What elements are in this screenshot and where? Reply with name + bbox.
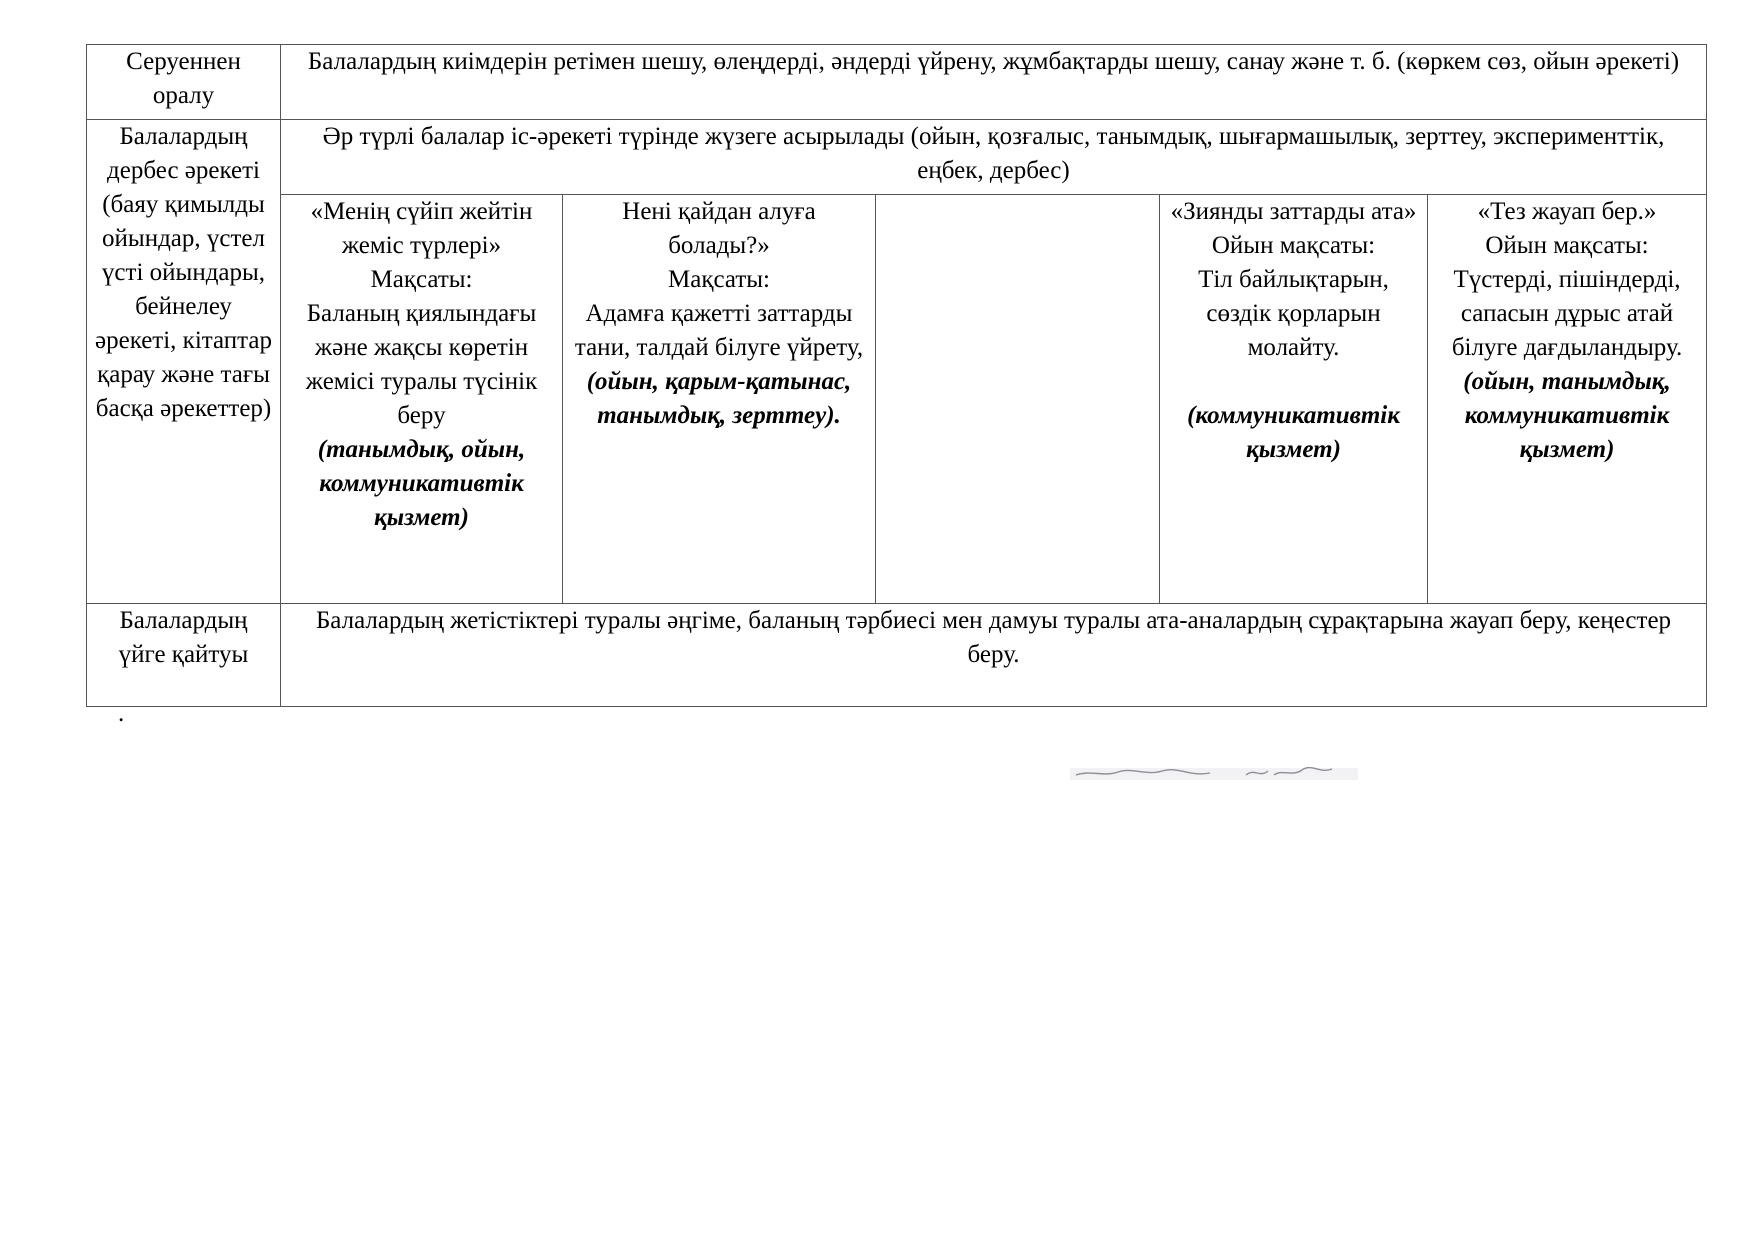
row-return-from-walk	[87, 45, 1707, 120]
return-from-walk-text: Балалардың киімдерін ретімен шешу, өлеңдерді, әндерді үйрену, жұмбақтарды шешу, санау және т. б. (көркем сөз, ойын әрекеті)	[281, 45, 1707, 120]
game-goal: Баланың қиялындағы және жақсы көретін жемісі туралы түсінік беру	[305, 300, 538, 429]
game-goal-label: Мақсаты:	[370, 266, 473, 293]
game-title: «Тез жауап бер.»	[1477, 198, 1657, 225]
footnote-mark: .	[118, 700, 125, 727]
going-home-label: Балалардың үйге қайтуы	[87, 604, 281, 707]
handwritten-signature	[1070, 762, 1358, 782]
blank-line	[1166, 365, 1421, 399]
independent-activity-label: Балалардың дербес әрекеті (баяу қимылды ойындар, үстел үсті ойындары, бейнелеу әрекеті, кітаптар қарау және тағы басқа әрекеттер)	[87, 120, 281, 604]
game-goal-label: Ойын мақсаты:	[1485, 232, 1649, 259]
game-activity: (танымдық, ойын, коммуникативтік қызмет)	[317, 436, 526, 531]
game-cell-5	[1428, 195, 1707, 604]
return-from-walk-label: Серуеннен оралу	[87, 45, 281, 120]
game-title: «Зиянды заттарды ата»	[1170, 198, 1417, 225]
game-title: «Менің сүйіп жейтін жеміс түрлері»	[310, 198, 533, 259]
independent-activity-summary: Әр түрлі балалар іс-әрекеті түрінде жүзеге асырылады (ойын, қозғалыс, танымдық, шығармашылық, зерттеу, эксперименттік, еңбек, дербес)	[281, 120, 1707, 195]
game-goal: Түстерді, пішіндерді, сапасын дұрыс атай білуге дағдыландыру.	[1451, 266, 1683, 361]
game-cell-2	[563, 195, 876, 604]
game-goal: Тіл байлықтарын, сөздік қорларын молайту.	[1198, 266, 1389, 361]
game-activity: (коммуникативтік қызмет)	[1187, 402, 1400, 463]
game-goal-label: Мақсаты:	[668, 266, 770, 293]
game-activity: (ойын, танымдық, коммуникативтік қызмет)	[1463, 368, 1671, 463]
game-cell-3-empty	[876, 195, 1160, 604]
game-activity: (ойын, қарым-қатынас, танымдық, зерттеу).	[586, 368, 852, 429]
game-cell-4	[1160, 195, 1428, 604]
daily-plan-table	[86, 44, 1707, 707]
going-home-text: Балалардың жетістіктері туралы әңгіме, баланың тәрбиесі мен дамуы туралы ата-аналардың сұрақтарына жауап беру, кеңестер беру.	[281, 604, 1707, 707]
game-goal-label: Ойын мақсаты:	[1211, 232, 1376, 259]
row-independent-activity	[87, 120, 1707, 195]
row-independent-activity-games	[87, 195, 1707, 604]
game-goal: Адамға қажетті заттарды тани, талдай білуге үйрету,	[574, 300, 864, 361]
game-title: Нені қайдан алуға болады?»	[622, 198, 816, 259]
row-going-home	[87, 604, 1707, 707]
game-cell-1	[281, 195, 563, 604]
